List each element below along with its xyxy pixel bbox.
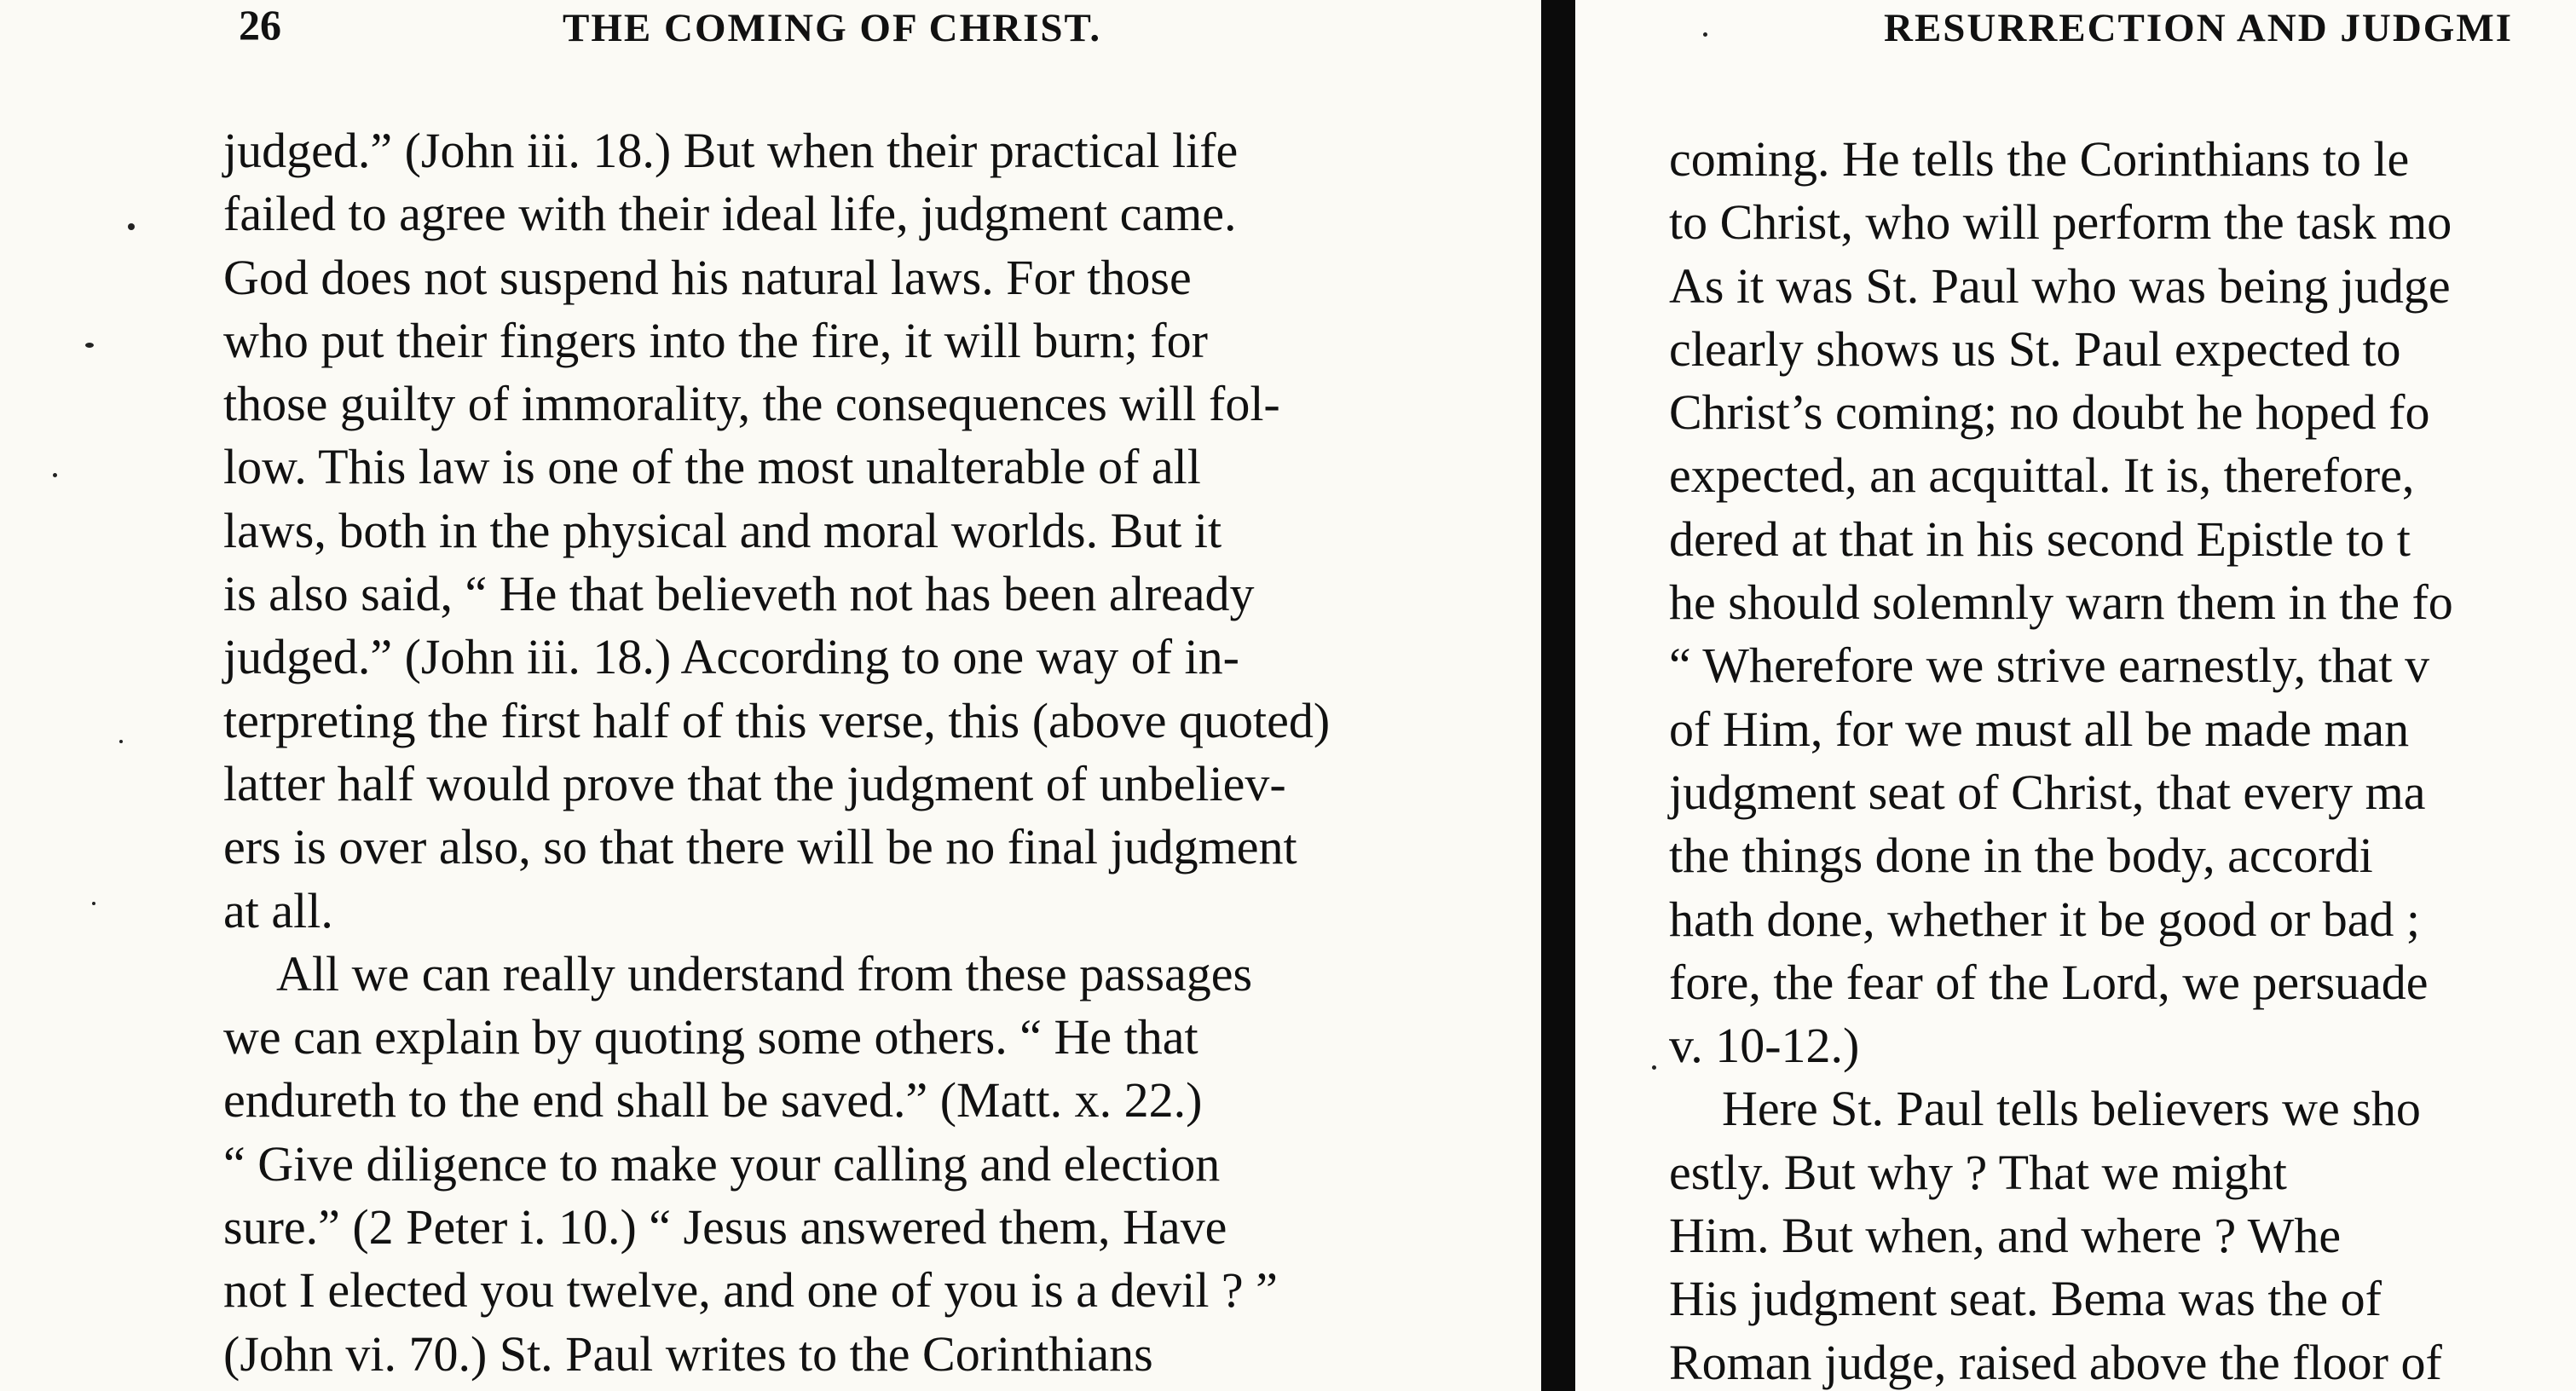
left-text-line: failed to agree with their ideal life, judgment came. [223,186,1237,242]
left-text-line: God does not suspend his natural laws. For those [223,249,1192,305]
book-gutter [1541,0,1575,1391]
right-text-line: of Him, for we must all be made man [1669,701,2410,757]
left-text-line: who put their fingers into the fire, it will burn; for [223,312,1208,368]
right-text-line: estly. But why ? That we might [1669,1144,2287,1200]
left-text-line: sure.” (2 Peter i. 10.) “ Jesus answered them, Have [223,1199,1227,1255]
right-text-line: Roman judge, raised above the floor of [1669,1334,2442,1390]
right-text-line: he should solemnly warn them in the fo [1669,574,2453,631]
right-text-line: coming. He tells the Corinthians to le [1669,131,2410,187]
scan-speck [1703,32,1707,37]
left-text-line: laws, both in the physical and moral worlds. But it [223,502,1222,558]
right-text-line: His judgment seat. Bema was the of [1669,1271,2382,1327]
right-text-line: Him. But when, and where ? Whe [1669,1208,2342,1264]
left-text-line: judged.” (John iii. 18.) But when their practical life [223,123,1239,178]
right-text-line: clearly shows us St. Paul expected to [1669,320,2401,377]
right-text-line: to Christ, who will perform the task mo [1669,194,2452,251]
scan-speck [92,902,95,905]
scan-speck [119,740,123,743]
scan-speck [53,473,57,477]
right-page [1575,0,2576,1391]
left-text-line: we can explain by quoting some others. “ He that [223,1009,1198,1065]
left-text-line: (John vi. 70.) St. Paul writes to the Corinthians [223,1325,1153,1382]
left-text-line: judged.” (John iii. 18.) According to one way of in- [223,629,1239,685]
left-text-line: is also said, “ He that believeth not has been already [223,566,1255,622]
scan-speck [85,343,94,348]
right-text-line: Here St. Paul tells believers we sho [1722,1081,2421,1137]
left-running-head: THE COMING OF CHRIST. [563,6,1102,50]
left-text-line: terpreting the first half of this verse, this (above quoted) [223,692,1331,748]
left-text-line: ers is over also, so that there will be no final judgment [223,819,1297,875]
right-text-line: As it was St. Paul who was being judge [1669,257,2451,314]
right-text-line: judgment seat of Christ, that every ma [1669,764,2426,820]
right-running-head: RESURRECTION AND JUDGMI [1884,6,2514,50]
right-text-line: “ Wherefore we strive earnestly, that v [1669,638,2430,694]
right-text-line: v. 10-12.) [1669,1018,1860,1074]
scan-speck [128,223,135,230]
right-text-line: expected, an acquittal. It is, therefore, [1669,447,2415,504]
right-body-text [1669,128,2576,1391]
right-text-line: hath done, whether it be good or bad ; [1669,891,2421,947]
left-text-line: those guilty of immorality, the consequences will fol- [223,376,1280,432]
left-text-line: low. This law is one of the most unalterable of all [223,439,1201,495]
page-number: 26 [239,1,281,49]
right-text-line: the things done in the body, accordi [1669,828,2373,884]
left-text-line: All we can really understand from these passages [276,945,1253,1001]
right-text-line: dered at that in his second Epistle to t [1669,511,2411,567]
left-body-text [223,119,1519,1386]
left-text-line: “ Give diligence to make your calling and election [223,1135,1221,1192]
scan-speck [1652,1065,1656,1070]
right-text-line: Christ’s coming; no doubt he hoped fo [1669,384,2430,441]
left-text-line: latter half would prove that the judgment of unbeliev- [223,755,1286,811]
left-text-line: at all. [223,882,333,938]
left-text-line: not I elected you twelve, and one of you is a devil ? ” [223,1262,1278,1319]
right-text-line: fore, the fear of the Lord, we persuade [1669,954,2429,1010]
left-text-line: endureth to the end shall be saved.” (Matt. x. 22.) [223,1072,1203,1128]
